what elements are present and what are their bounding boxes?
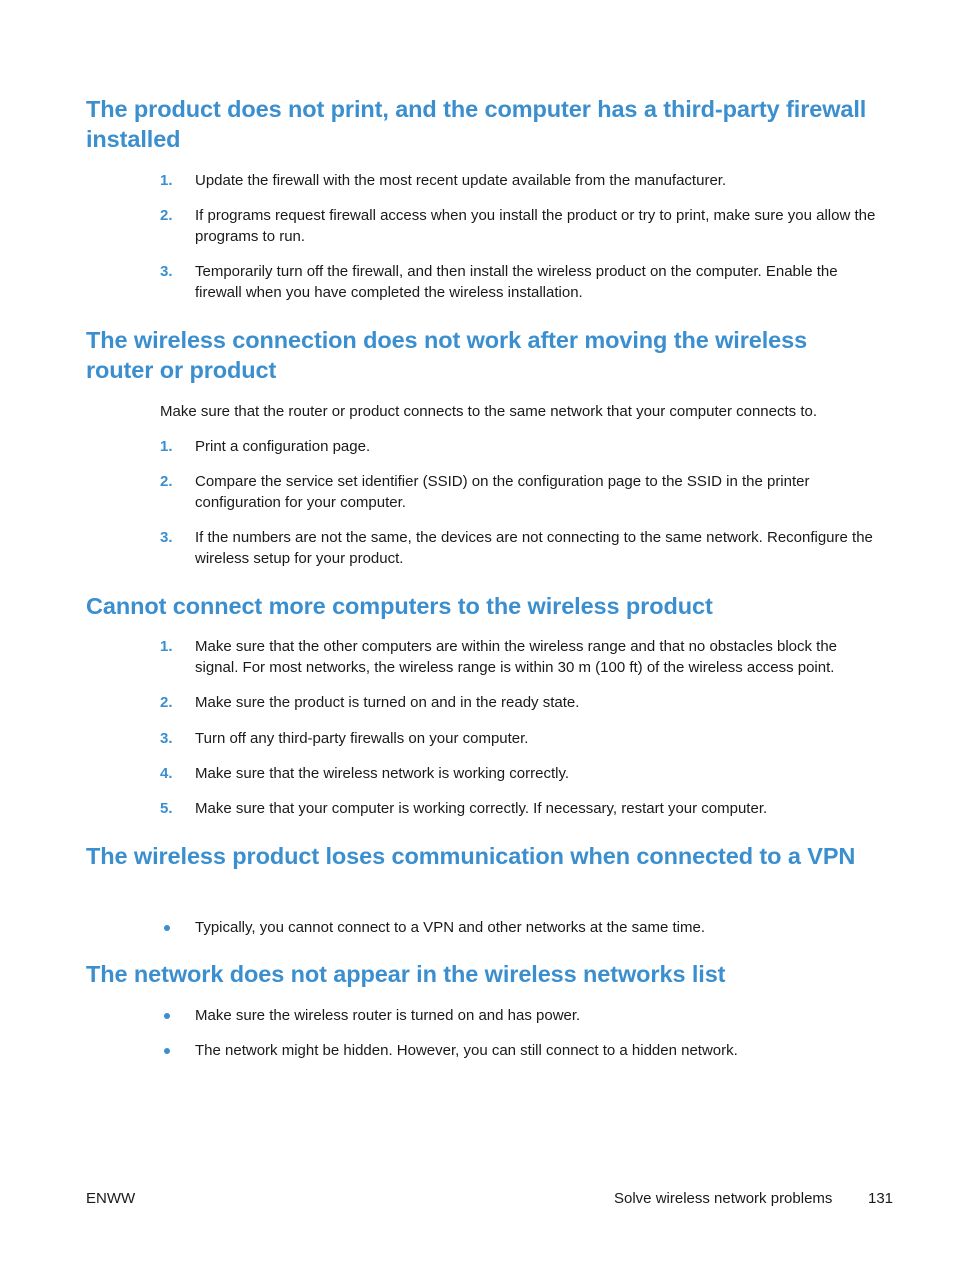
list-item-text: Update the firewall with the most recent update available from the manufacturer. xyxy=(195,172,727,189)
list-item-text: Temporarily turn off the firewall, and then install the wireless product on the computer. Enable the firewall when you have completed the wireless installation. xyxy=(195,263,838,301)
list-number: 1. xyxy=(160,638,173,655)
list-number: 1. xyxy=(160,172,173,189)
list-number: 3. xyxy=(160,263,173,280)
section-heading-vpn: The wireless product loses communication when connected to a VPN xyxy=(86,843,856,869)
list-number: 2. xyxy=(160,694,173,711)
footer-section-title: Solve wireless network problems xyxy=(614,1190,833,1207)
bullet-icon xyxy=(164,1013,170,1019)
section-heading-more-computers: Cannot connect more computers to the wireless product xyxy=(86,593,713,619)
section-heading-moved-router: The wireless connection does not work after moving the wireless router or product xyxy=(86,327,808,383)
list-item-text: Make sure the product is turned on and in the ready state. xyxy=(195,694,580,711)
list-item-text: Compare the service set identifier (SSID) on the configuration page to the SSID in the printer configuration for your computer. xyxy=(195,473,810,511)
list-number: 5. xyxy=(160,800,173,817)
list-item-text: If the numbers are not the same, the devices are not connecting to the same network. Reconfigure the wireless setup for your product. xyxy=(195,529,873,567)
page-number: 131 xyxy=(868,1190,894,1207)
list-number: 3. xyxy=(160,730,173,747)
list-item-text: Turn off any third-party firewalls on your computer. xyxy=(195,730,529,747)
section-intro: Make sure that the router or product connects to the same network that your computer connects to. xyxy=(160,403,818,420)
list-number: 1. xyxy=(160,438,173,455)
list-item-text: Make sure that the wireless network is working correctly. xyxy=(195,765,570,782)
list-number: 2. xyxy=(160,207,173,224)
list-item-text: Print a configuration page. xyxy=(195,438,371,455)
bullet-icon xyxy=(164,1048,170,1054)
bullet-icon xyxy=(164,925,170,931)
section-heading-firewall: The product does not print, and the computer has a third-party firewall installed xyxy=(86,96,867,152)
list-number: 2. xyxy=(160,473,173,490)
list-item-text: The network might be hidden. However, you can still connect to a hidden network. xyxy=(195,1042,738,1059)
list-item-text: If programs request firewall access when you install the product or try to print, make sure you allow the programs to run. xyxy=(195,207,876,245)
list-item-text: Make sure the wireless router is turned on and has power. xyxy=(195,1007,581,1024)
list-item-text: Make sure that your computer is working correctly. If necessary, restart your computer. xyxy=(195,800,768,817)
list-number: 3. xyxy=(160,529,173,546)
footer-left: ENWW xyxy=(86,1190,136,1207)
list-number: 4. xyxy=(160,765,173,782)
list-item-text: Make sure that the other computers are within the wireless range and that no obstacles block the signal. For most networks, the wireless range is within 30 m (100 ft) of the wireless access point. xyxy=(195,638,838,676)
section-heading-network-list: The network does not appear in the wireless networks list xyxy=(86,961,726,987)
list-item-text: Typically, you cannot connect to a VPN and other networks at the same time. xyxy=(195,919,705,936)
